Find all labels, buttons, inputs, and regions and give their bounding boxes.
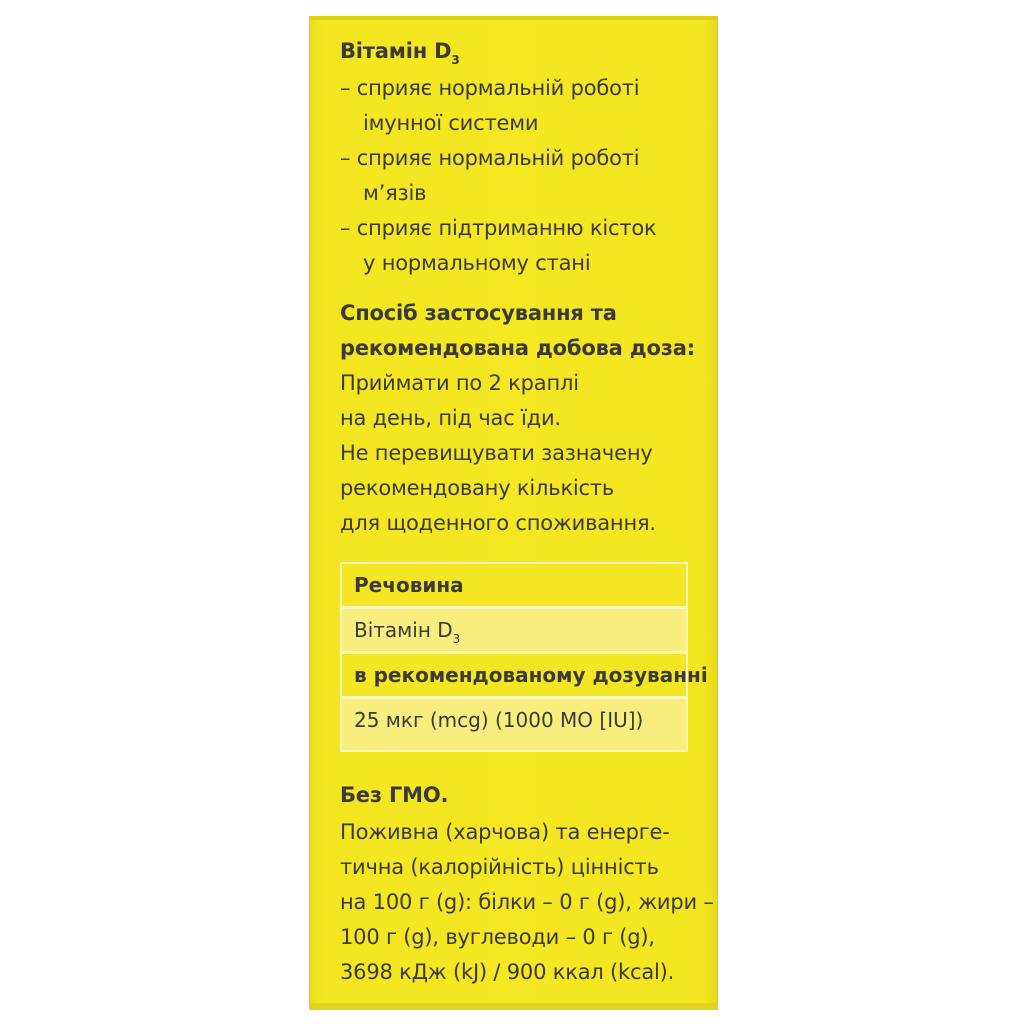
- benefit-line: м’язів: [363, 181, 427, 205]
- usage-heading: рекомендована добова доза:: [340, 336, 695, 360]
- table-header-substance: Речовина: [342, 564, 686, 606]
- box-bottom-edge: [309, 1003, 718, 1010]
- usage-line: Приймати по 2 краплі: [340, 371, 579, 395]
- benefit-line: імунної системи: [363, 111, 539, 135]
- usage-line: для щоденного споживання.: [340, 511, 656, 535]
- benefit-line: – сприяє підтриманню кісток: [340, 216, 657, 240]
- nutrition-line: Поживна (харчова) та енерге-: [340, 820, 670, 844]
- table-cell-substance: Вітамін $D_3$: [342, 609, 686, 654]
- usage-heading: Спосіб застосування та: [340, 301, 617, 325]
- usage-line: рекомендовану кількість: [340, 476, 615, 500]
- box-top-edge: [309, 16, 718, 20]
- nutrition-line: на 100 г (g): білки – 0 г (g), жири –: [340, 890, 714, 914]
- usage-line: на день, під час їди.: [340, 406, 561, 430]
- gmo-free-note: Без ГМО.: [340, 783, 449, 807]
- usage-line: Не перевищувати зазначену: [340, 441, 653, 465]
- nutrition-line: тична (калорійність) цінність: [340, 855, 659, 879]
- nutrition-line: 100 г (g), вуглеводи – 0 г (g),: [340, 925, 655, 949]
- nutrition-line: 3698 кДж (kJ) / 900 ккал (kcal).: [340, 960, 675, 984]
- benefit-line: у нормальному стані: [363, 251, 591, 275]
- substance-table: [340, 562, 708, 752]
- table-cell-amount: 25 мкг (mcg) (1000 МО [IU]): [342, 699, 686, 750]
- benefit-line: – сприяє нормальній роботі: [340, 146, 640, 170]
- vitamin-title: Вітамін $D_3$: [340, 39, 460, 67]
- benefit-line: – сприяє нормальній роботі: [340, 76, 640, 100]
- table-header-dosage: в рекомендованому дозуванні: [342, 654, 686, 696]
